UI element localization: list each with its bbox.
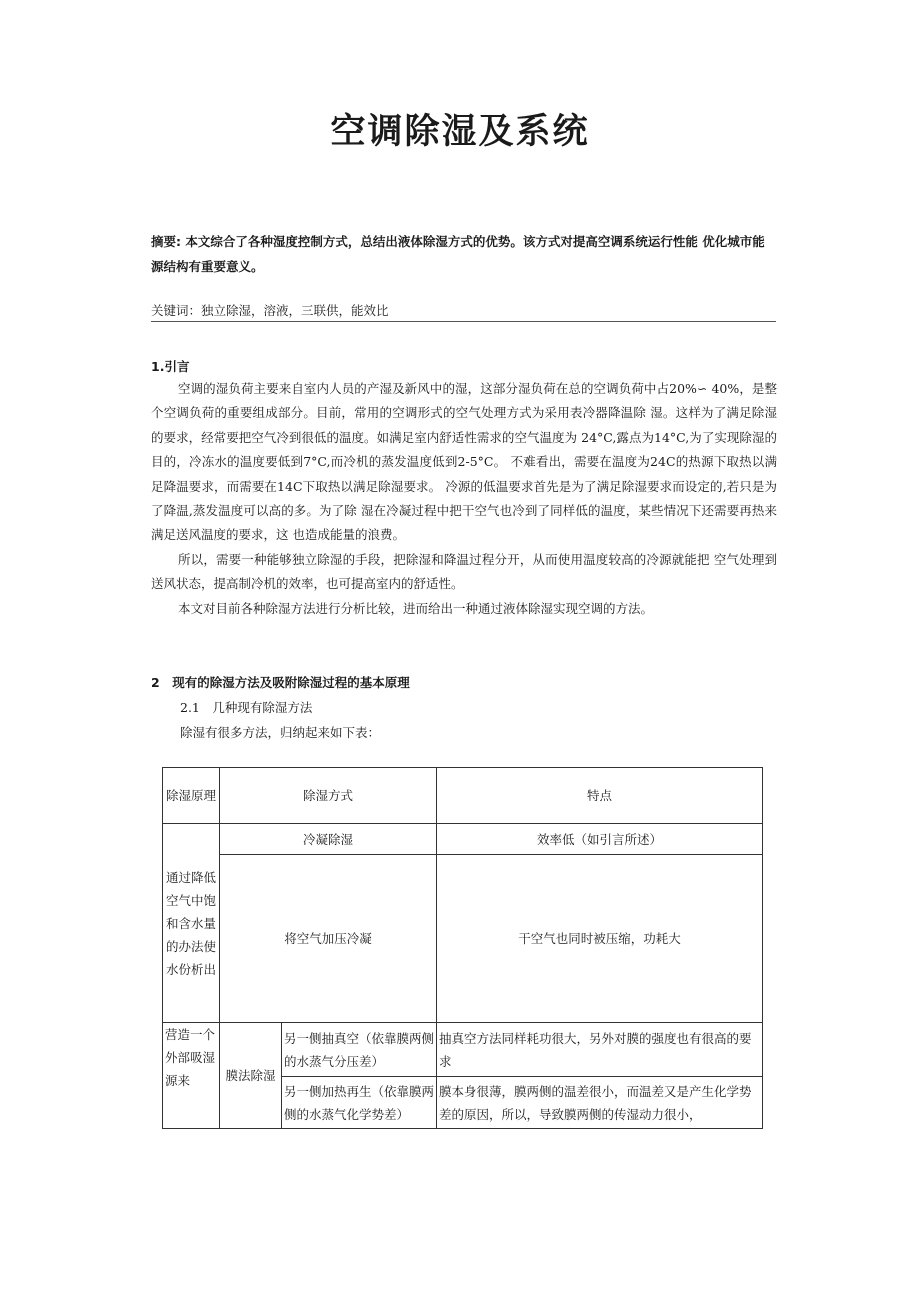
header-principle: 除湿原理 <box>163 768 220 824</box>
table-row <box>163 824 763 855</box>
method-cell: 将空气加压冷凝 <box>220 855 437 1023</box>
section-2-1-heading: 2.1 几种现有除湿方法 <box>180 700 313 715</box>
abstract: 摘要: 本文综合了各种湿度控制方式，总结出液体除湿方式的优势。该方式对提高空调系统运行性能 优化城市能源结构有重要意义。 <box>151 234 765 274</box>
section-1-body <box>151 377 777 621</box>
principle-cell: 营造一个外部吸湿源来 <box>163 1023 220 1129</box>
feature-cell: 抽真空方法同样耗功很大，另外对膜的强度也有很高的要求 <box>437 1023 763 1077</box>
dehumidification-table <box>162 767 763 1129</box>
section-1-heading: 1.引言 <box>151 359 190 374</box>
section-2-intro: 除湿有很多方法，归纳起来如下表： <box>180 725 381 740</box>
abstract-text: 本文综合了各种湿度控制方式，总结出液体除湿方式的优势。该方式对提高空调系统运行性能 优化城市能源结构有重要意义。 <box>151 234 765 274</box>
table-header-row <box>163 768 763 824</box>
paragraph: 所以，需要一种能够独立除湿的手段，把除湿和降温过程分开，从而使用温度较高的冷源就能把 空气处理到送风状态，提高制冷机的效率，也可提高室内的舒适性。 <box>151 551 777 592</box>
keywords: 关键词：独立除湿，溶液，三联供，能效比 <box>151 301 776 322</box>
sub-method-cell: 另一侧抽真空（依靠膜两侧的水蒸气分压差） <box>282 1023 437 1077</box>
paragraph: 本文对目前各种除湿方法进行分析比较，进而给出一种通过液体除湿实现空调的方法。 <box>178 600 654 616</box>
document-title: 空调除湿及系统 <box>330 112 590 152</box>
principle-cell: 通过降低空气中饱和含水量的办法使水份析出 <box>163 824 220 1023</box>
header-feature: 特点 <box>437 768 763 824</box>
feature-cell: 效率低（如引言所述） <box>437 824 763 855</box>
method-cell: 冷凝除湿 <box>220 824 437 855</box>
method-cell: 膜法除湿 <box>220 1023 282 1129</box>
table-row <box>163 855 763 1023</box>
header-method: 除湿方式 <box>220 768 437 824</box>
table-row <box>163 1023 763 1077</box>
sub-method-cell: 另一侧加热再生（依靠膜两侧的水蒸气化学势差） <box>282 1077 437 1129</box>
feature-cell: 膜本身很薄，膜两侧的温差很小，而温差又是产生化学势差的原因，所以，导致膜两侧的传湿动力很小， <box>437 1077 763 1129</box>
section-2-heading: 2 现有的除湿方法及吸附除湿过程的基本原理 <box>151 675 410 690</box>
abstract-label: 摘要 <box>151 234 177 249</box>
feature-cell: 干空气也同时被压缩，功耗大 <box>437 855 763 1023</box>
paragraph: 空调的湿负荷主要来自室内人员的产湿及新风中的湿，这部分湿负荷在总的空调负荷中占20%∽ 40%，是整个空调负荷的重要组成部分。目前，常用的空调形式的空气处理方式为采用表冷器降温除 湿。这样为了满足除湿的要求，经常要把空气冷到很低的温度。如满足室内舒适性需求的空气温度为 24°C,露点为14°C,为了实现除湿的目的，冷冻水的温度要低到7°C,而冷机的蒸发温度低到2-5°C。 不难看出，需要在温度为24C的热源下取热以满足降温要求，而需要在14C下取热以满足除湿要求。 冷源的低温要求首先是为了满足除湿要求而设定的,若只是为了降温,蒸发温度可以高的多。为了除 湿在冷凝过程中把干空气也冷到了同样低的温度，某些情况下还需要再热来满足送风温度的要求，这 也造成能量的浪费。 <box>151 381 777 543</box>
